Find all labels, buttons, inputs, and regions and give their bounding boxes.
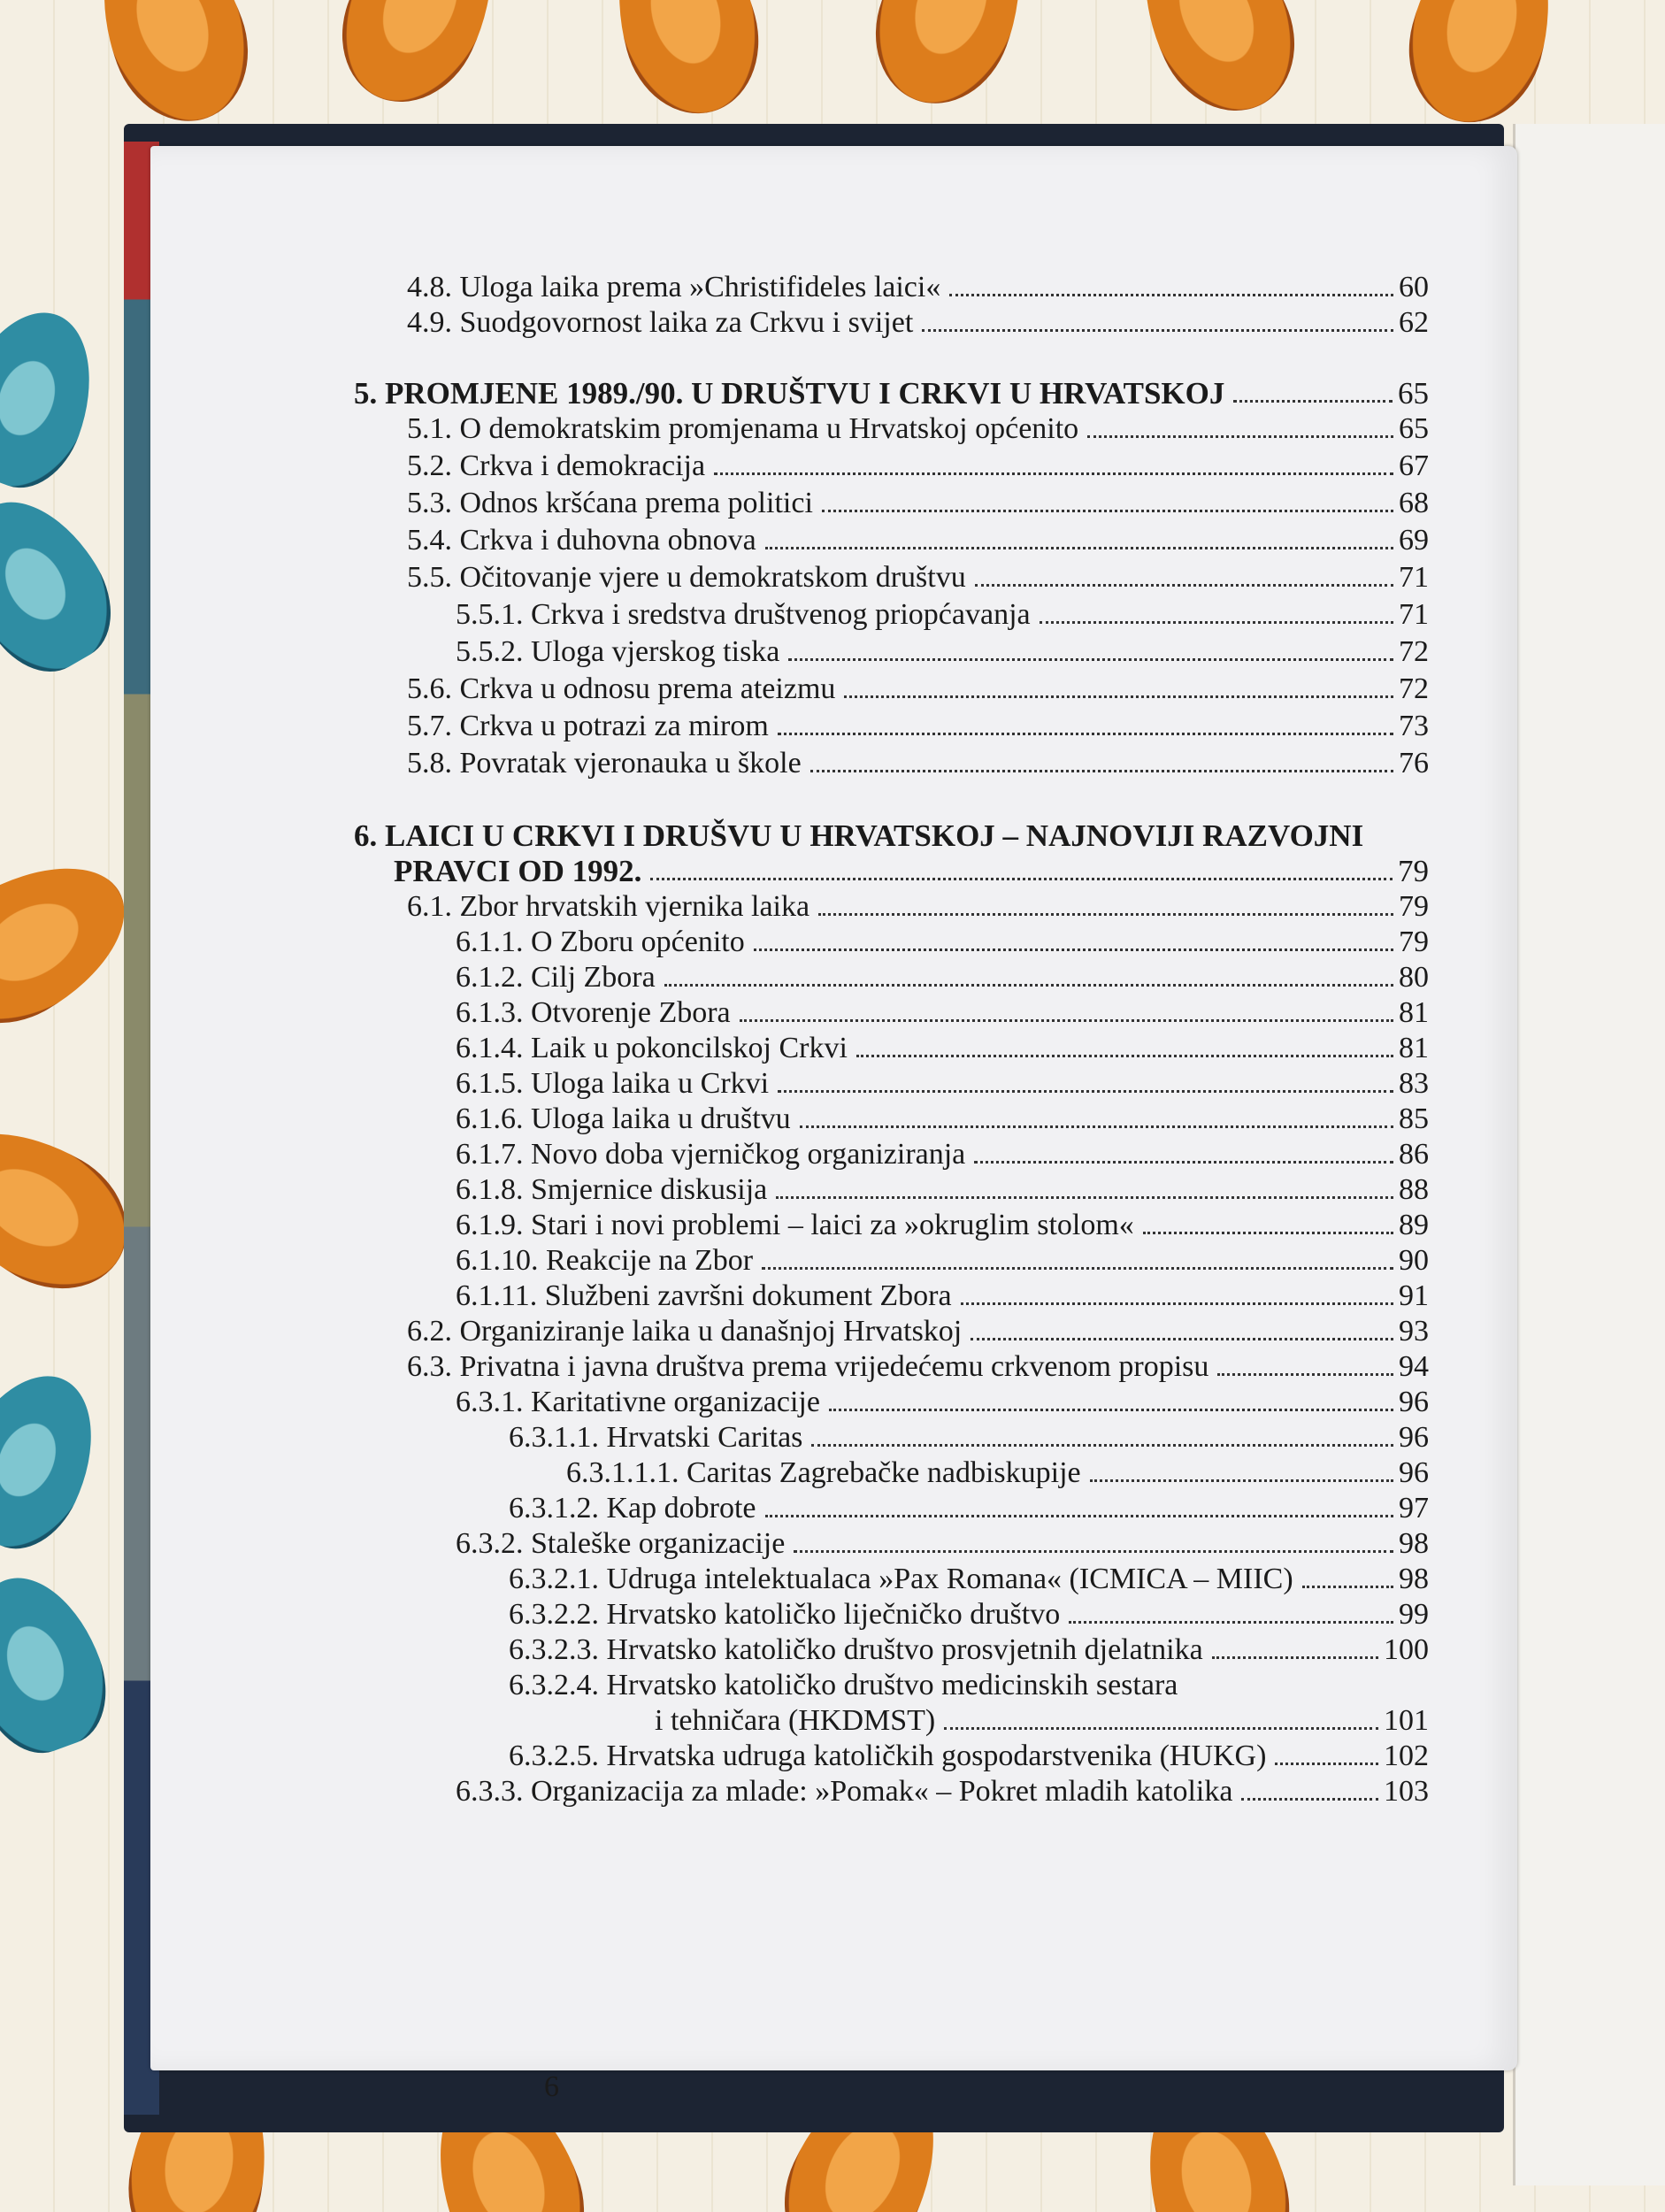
- toc-entry-title: Uloga laika prema »Christifideles laici«: [459, 271, 941, 303]
- toc-entry[interactable]: [394, 854, 1429, 889]
- toc-entry-page-number: 97: [1399, 1492, 1429, 1525]
- dot-leader: [1087, 435, 1393, 438]
- toc-entry[interactable]: [407, 523, 1429, 558]
- toc-entry-title: Hrvatsko katoličko društvo prosvjetnih djelatnika: [606, 1633, 1203, 1666]
- toc-entry[interactable]: [456, 995, 1429, 1031]
- toc-entry-page-number: 79: [1399, 926, 1429, 958]
- toc-entry-page-number: 72: [1399, 672, 1429, 705]
- toc-entry-page-number: 100: [1384, 1633, 1429, 1666]
- toc-entry-title: Crkva i sredstva društvenog priopćavanja: [531, 598, 1031, 631]
- toc-entry[interactable]: [456, 1137, 1429, 1172]
- toc-entry-title: Povratak vjeronauka u škole: [459, 747, 802, 780]
- dot-leader: [822, 510, 1393, 512]
- dot-leader: [975, 584, 1393, 587]
- toc-entry-page-number: 93: [1399, 1315, 1429, 1348]
- toc-entry[interactable]: [509, 1739, 1429, 1774]
- toc-entry-number: 5.8.: [407, 747, 452, 780]
- toc-entry-number: 6.1.1.: [456, 926, 524, 958]
- toc-entry[interactable]: [456, 1102, 1429, 1137]
- toc-entry-number: 5.6.: [407, 672, 452, 705]
- dot-leader: [778, 733, 1393, 735]
- toc-entry[interactable]: [407, 270, 1429, 305]
- toc-entry-title: Kap dobrote: [606, 1492, 756, 1525]
- toc-entry[interactable]: [456, 597, 1429, 633]
- toc-entry-number: 6.3.1.: [456, 1386, 524, 1418]
- toc-entry-page-number: 65: [1399, 412, 1429, 445]
- toc-entry[interactable]: [456, 960, 1429, 995]
- toc-entry-title: Crkva u odnosu prema ateizmu: [459, 672, 836, 705]
- toc-entry-number: 6.1.4.: [456, 1032, 524, 1064]
- toc-entry-page-number: 62: [1399, 306, 1429, 339]
- toc-entry[interactable]: [566, 1455, 1429, 1491]
- dot-leader: [1233, 400, 1393, 403]
- orange-petal-decoration: [1392, 0, 1572, 137]
- toc-entry-number: 6.1.8.: [456, 1173, 524, 1206]
- toc-entry-number: 5.5.2.: [456, 635, 524, 668]
- toc-entry-number: 6.3.1.1.1.: [566, 1456, 679, 1489]
- dot-leader: [776, 1196, 1393, 1199]
- dot-leader: [650, 878, 1393, 880]
- toc-entry-number: 6.1.3.: [456, 996, 524, 1029]
- toc-entry-number: 6.3.1.1.: [509, 1421, 599, 1454]
- toc-entry-page-number: 71: [1399, 561, 1429, 594]
- toc-entry-title: Organiziranje laika u današnjoj Hrvatskoj: [459, 1315, 963, 1348]
- toc-entry[interactable]: [509, 1491, 1429, 1526]
- orange-petal-decoration: [595, 0, 776, 128]
- toc-entry[interactable]: [407, 709, 1429, 744]
- toc-entry-number: 6.3.: [407, 1350, 452, 1383]
- book-page: [150, 146, 1517, 2103]
- toc-entry-title: Hrvatski Caritas: [606, 1421, 803, 1454]
- dot-leader: [754, 949, 1393, 951]
- toc-entry[interactable]: [509, 1632, 1429, 1668]
- toc-entry[interactable]: [456, 1208, 1429, 1243]
- toc-entry-number: 5.5.: [407, 561, 452, 594]
- toc-entry-page-number: 72: [1399, 635, 1429, 668]
- toc-entry-number: 6.1.11.: [456, 1279, 538, 1312]
- toc-entry-page-number: 76: [1399, 747, 1429, 780]
- orange-petal-decoration: [1113, 0, 1319, 134]
- toc-entry-number: 5.: [354, 376, 378, 411]
- toc-entry-number: 5.5.1.: [456, 598, 524, 631]
- toc-entry-number: 6.3.2.1.: [509, 1563, 599, 1595]
- toc-entry[interactable]: [407, 672, 1429, 707]
- toc-entry[interactable]: [407, 746, 1429, 781]
- toc-entry-number: 6.3.3.: [456, 1775, 524, 1808]
- toc-entry[interactable]: [456, 1385, 1429, 1420]
- toc-entry-title: Karitativne organizacije: [531, 1386, 820, 1418]
- toc-entry-page-number: 81: [1399, 996, 1429, 1029]
- toc-entry-number: 5.4.: [407, 524, 452, 557]
- toc-entry-title: Zbor hrvatskih vjernika laika: [459, 890, 810, 923]
- toc-entry[interactable]: [509, 1597, 1429, 1632]
- toc-entry[interactable]: [509, 1562, 1429, 1597]
- toc-entry-title: Caritas Zagrebačke nadbiskupije: [687, 1456, 1081, 1489]
- dot-leader: [818, 913, 1393, 916]
- toc-entry-page-number: 67: [1399, 449, 1429, 482]
- toc-entry-number: 6.: [354, 818, 378, 853]
- orange-petal-decoration: [317, 0, 523, 125]
- dot-leader: [778, 1090, 1393, 1093]
- toc-entry[interactable]: [407, 560, 1429, 595]
- toc-entry-number: 5.2.: [407, 449, 452, 482]
- toc-entry-title: Službeni završni dokument Zbora: [544, 1279, 952, 1312]
- toc-entry-number: 6.3.2.4.: [509, 1669, 599, 1701]
- toc-entry[interactable]: [456, 925, 1429, 960]
- toc-entry-page-number: 83: [1399, 1067, 1429, 1100]
- dot-leader: [961, 1302, 1393, 1305]
- toc-entry[interactable]: [407, 449, 1429, 484]
- blue-petal-decoration: [0, 294, 115, 503]
- blue-petal-decoration: [0, 1354, 120, 1566]
- toc-entry-number: 4.9.: [407, 306, 452, 339]
- table-of-contents: [150, 146, 1517, 2070]
- toc-entry-number: 6.1.7.: [456, 1138, 524, 1171]
- toc-entry-page-number: 99: [1399, 1598, 1429, 1631]
- toc-entry-page-number: 101: [1384, 1704, 1429, 1737]
- toc-entry-page-number: 68: [1399, 487, 1429, 519]
- toc-entry[interactable]: [354, 376, 1429, 411]
- toc-entry-title: Suodgovornost laika za Crkvu i svijet: [459, 306, 914, 339]
- toc-entry[interactable]: [407, 486, 1429, 521]
- toc-entry-title: Uloga laika u Crkvi: [531, 1067, 770, 1100]
- dot-leader: [714, 472, 1393, 475]
- toc-entry-page-number: 94: [1399, 1350, 1429, 1383]
- toc-entry-number: 6.1.10.: [456, 1244, 539, 1277]
- toc-entry-number: 5.3.: [407, 487, 452, 519]
- dot-leader: [1090, 1479, 1393, 1482]
- dot-leader: [1275, 1763, 1378, 1765]
- toc-entry-page-number: 86: [1399, 1138, 1429, 1171]
- toc-entry[interactable]: [456, 634, 1429, 670]
- toc-entry[interactable]: [407, 411, 1429, 447]
- toc-entry-page-number: 89: [1399, 1209, 1429, 1241]
- toc-entry-title: Reakcije na Zbor: [546, 1244, 754, 1277]
- toc-entry-page-number: 80: [1399, 961, 1429, 994]
- toc-entry-title-line1: [354, 818, 1363, 854]
- toc-entry-title: Odnos kršćana prema politici: [459, 487, 813, 519]
- dot-leader: [1040, 621, 1393, 624]
- toc-entry-number: 6.1.2.: [456, 961, 524, 994]
- dot-leader: [811, 1444, 1393, 1447]
- toc-entry-title-line2: i tehničara (HKDMST): [655, 1704, 936, 1737]
- dot-leader: [922, 329, 1393, 332]
- toc-entry-number: 6.3.2.3.: [509, 1633, 599, 1666]
- toc-entry-title: O Zboru općenito: [531, 926, 745, 958]
- toc-entry-title: Uloga laika u društvu: [531, 1102, 791, 1135]
- toc-entry-number: 5.1.: [407, 412, 452, 445]
- toc-entry[interactable]: [407, 889, 1429, 925]
- toc-entry[interactable]: [456, 1243, 1429, 1279]
- toc-entry[interactable]: [655, 1703, 1429, 1739]
- dot-leader: [1241, 1798, 1378, 1801]
- toc-entry-title: Uloga vjerskog tiska: [531, 635, 780, 668]
- toc-entry-title: Novo doba vjerničkog organiziranja: [531, 1138, 966, 1171]
- toc-entry-title-line2: PRAVCI OD 1992.: [394, 854, 642, 888]
- toc-entry-page-number: 96: [1399, 1421, 1429, 1454]
- toc-entry-title: Cilj Zbora: [531, 961, 656, 994]
- toc-entry-number: 6.1.6.: [456, 1102, 524, 1135]
- toc-entry-title: Staleške organizacije: [531, 1527, 786, 1560]
- toc-entry-number: 6.3.1.2.: [509, 1492, 599, 1525]
- toc-entry[interactable]: [407, 305, 1429, 341]
- toc-entry-page-number: 69: [1399, 524, 1429, 557]
- dot-leader: [1217, 1373, 1393, 1376]
- dot-leader: [844, 695, 1393, 698]
- toc-entry-title: Privatna i javna društva prema vrijedećemu crkvenom propisu: [459, 1350, 1209, 1383]
- toc-entry-page-number: 98: [1399, 1563, 1429, 1595]
- toc-entry-page-number: 79: [1398, 854, 1429, 888]
- orange-petal-decoration: [854, 0, 1048, 123]
- dot-leader: [794, 1550, 1393, 1553]
- toc-entry-number: 6.2.: [407, 1315, 452, 1348]
- dot-leader: [949, 294, 1393, 296]
- dot-leader: [762, 1267, 1393, 1270]
- dot-leader: [740, 1019, 1393, 1022]
- toc-entry-number: 6.1.5.: [456, 1067, 524, 1100]
- toc-entry[interactable]: [456, 1066, 1429, 1102]
- dot-leader: [765, 547, 1393, 549]
- toc-entry-title: Očitovanje vjere u demokratskom društvu: [459, 561, 966, 594]
- dot-leader: [856, 1055, 1393, 1057]
- toc-entry-title: Organizacija za mlade: »Pomak« – Pokret mladih katolika: [531, 1775, 1233, 1808]
- toc-entry[interactable]: [407, 1314, 1429, 1349]
- toc-entry-page-number: 102: [1384, 1740, 1429, 1772]
- toc-entry-title: Udruga intelektualaca »Pax Romana« (ICMICA – MIIC): [606, 1563, 1293, 1595]
- dot-leader: [829, 1409, 1393, 1411]
- toc-entry-page-number: 103: [1384, 1775, 1429, 1808]
- dot-leader: [810, 770, 1393, 772]
- toc-entry-page-number: 73: [1399, 710, 1429, 742]
- toc-entry-title: Hrvatsko katoličko liječničko društvo: [606, 1598, 1061, 1631]
- toc-entry-title: Smjernice diskusija: [531, 1173, 768, 1206]
- toc-entry[interactable]: [456, 1526, 1429, 1562]
- toc-entry-page-number: 88: [1399, 1173, 1429, 1206]
- toc-entry-number: 6.3.2.5.: [509, 1740, 599, 1772]
- toc-entry-title: LAICI U CRKVI I DRUŠVU U HRVATSKOJ – NAJNOVIJI RAZVOJNI: [385, 818, 1364, 853]
- toc-entry-title-line1: [509, 1668, 1178, 1703]
- dot-leader: [1143, 1232, 1393, 1234]
- toc-entry[interactable]: [509, 1420, 1429, 1455]
- dot-leader: [664, 984, 1393, 987]
- toc-entry-page-number: 85: [1399, 1102, 1429, 1135]
- toc-entry-number: 6.3.2.: [456, 1527, 524, 1560]
- toc-entry-page-number: 79: [1399, 890, 1429, 923]
- dot-leader: [944, 1727, 1378, 1730]
- blue-petal-decoration: [0, 1559, 124, 1768]
- toc-entry-title: Laik u pokoncilskoj Crkvi: [531, 1032, 848, 1064]
- toc-entry-number: 4.8.: [407, 271, 452, 303]
- toc-entry-number: 6.1.: [407, 890, 452, 923]
- toc-entry-page-number: 71: [1399, 598, 1429, 631]
- dot-leader: [765, 1515, 1393, 1517]
- toc-entry-number: 6.3.2.2.: [509, 1598, 599, 1631]
- toc-entry-title: Crkva i demokracija: [459, 449, 706, 482]
- toc-entry-title: Hrvatska udruga katoličkih gospodarstvenika (HUKG): [606, 1740, 1267, 1772]
- toc-entry-page-number: 96: [1399, 1456, 1429, 1489]
- toc-entry-title: Otvorenje Zbora: [531, 996, 731, 1029]
- toc-entry-title: Stari i novi problemi – laici za »okruglim stolom«: [531, 1209, 1134, 1241]
- toc-entry-page-number: 81: [1399, 1032, 1429, 1064]
- toc-entry-page-number: 96: [1399, 1386, 1429, 1418]
- orange-petal-decoration: [75, 0, 270, 141]
- toc-entry[interactable]: [456, 1774, 1429, 1809]
- toc-entry[interactable]: [456, 1031, 1429, 1066]
- toc-entry-title: Hrvatsko katoličko društvo medicinskih sestara: [606, 1669, 1178, 1701]
- toc-entry[interactable]: [456, 1279, 1429, 1314]
- toc-entry[interactable]: [407, 1349, 1429, 1385]
- toc-entry-page-number: 60: [1399, 271, 1429, 303]
- toc-entry[interactable]: [456, 1172, 1429, 1208]
- blue-petal-decoration: [0, 476, 134, 691]
- dot-leader: [1069, 1621, 1393, 1624]
- toc-entry-page-number: 90: [1399, 1244, 1429, 1277]
- dot-leader: [1212, 1656, 1378, 1659]
- toc-entry-page-number: 91: [1399, 1279, 1429, 1312]
- toc-entry-title: Crkva i duhovna obnova: [459, 524, 756, 557]
- toc-entry-title: Crkva u potrazi za mirom: [459, 710, 769, 742]
- dot-leader: [974, 1161, 1393, 1164]
- dot-leader: [971, 1338, 1393, 1340]
- toc-entry-page-number: 65: [1398, 376, 1429, 411]
- right-page-edge: [1513, 124, 1665, 2185]
- toc-entry-number: 5.7.: [407, 710, 452, 742]
- page-number: 6: [544, 2070, 559, 2103]
- toc-entry-title: PROMJENE 1989./90. U DRUŠTVU I CRKVI U HRVATSKOJ: [385, 376, 1225, 411]
- dot-leader: [1302, 1586, 1393, 1588]
- toc-entry-number: 6.1.9.: [456, 1209, 524, 1241]
- toc-entry-page-number: 98: [1399, 1527, 1429, 1560]
- dot-leader: [800, 1125, 1393, 1128]
- dot-leader: [788, 658, 1393, 661]
- toc-entry-title: O demokratskim promjenama u Hrvatskoj općenito: [459, 412, 1079, 445]
